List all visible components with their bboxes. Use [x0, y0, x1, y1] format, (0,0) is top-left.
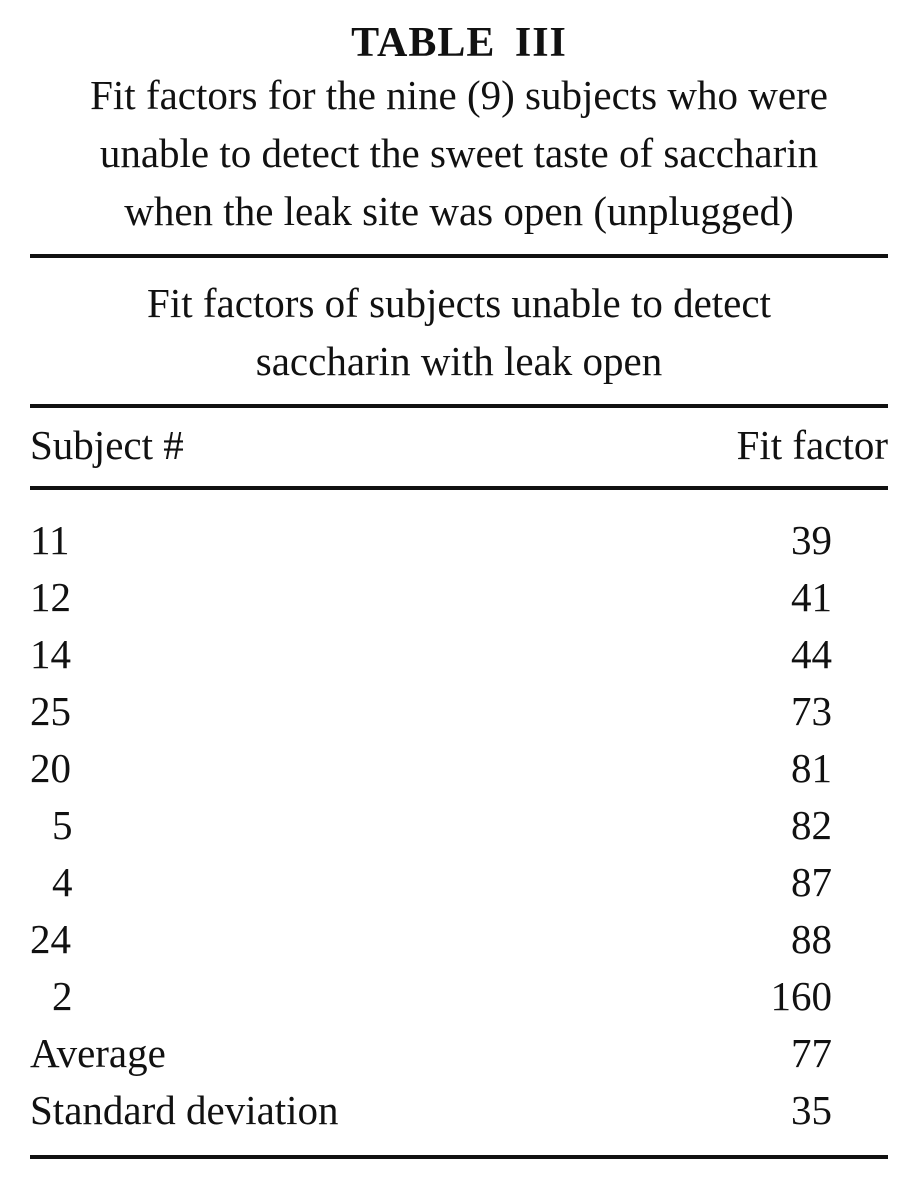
table-row — [30, 911, 888, 968]
fit-factor-cell: 39 — [791, 517, 832, 563]
table-caption: Fit factors for the nine (9) subjects who were unable to detect the sweet taste of saccharin when the leak site was open (unplugged) — [90, 72, 828, 234]
table-row — [30, 626, 888, 683]
subject-cell: 12 — [30, 574, 71, 620]
bottom-rule — [30, 1155, 888, 1159]
table-body — [30, 490, 888, 1155]
subject-cell: 4 — [52, 859, 73, 905]
table-row — [30, 683, 888, 740]
summary-row-average — [30, 1025, 888, 1082]
column-headers — [30, 408, 888, 486]
subject-cell: 20 — [30, 745, 71, 791]
column-header-subject: Subject # — [30, 422, 184, 468]
fit-factor-cell: 82 — [791, 802, 832, 848]
table-row — [30, 797, 888, 854]
fit-factor-cell: 44 — [791, 631, 832, 677]
summary-label: Average — [30, 1030, 166, 1076]
fit-factor-cell: 88 — [791, 916, 832, 962]
table-row — [30, 740, 888, 797]
fit-factor-cell: 73 — [791, 688, 832, 734]
column-header-fit-factor: Fit factor — [736, 422, 888, 468]
fit-factor-cell: 87 — [791, 859, 832, 905]
subject-cell: 14 — [30, 631, 71, 677]
fit-factor-cell: 160 — [770, 973, 832, 1019]
subject-cell: 25 — [30, 688, 71, 734]
subject-cell: 24 — [30, 916, 71, 962]
summary-value: 77 — [791, 1030, 832, 1076]
subject-cell: 5 — [52, 802, 73, 848]
group-header: Fit factors of subjects unable to detect saccharin with leak open — [147, 280, 771, 384]
table-row — [30, 854, 888, 911]
subject-cell: 11 — [30, 517, 70, 563]
table-row — [30, 968, 888, 1025]
table-row — [30, 512, 888, 569]
table-3 — [30, 0, 888, 1159]
summary-value: 35 — [791, 1087, 832, 1133]
table-row — [30, 569, 888, 626]
fit-factor-cell: 41 — [791, 574, 832, 620]
summary-row-standard-deviation — [30, 1082, 888, 1139]
table-label: TABLE III — [351, 20, 567, 66]
fit-factor-cell: 81 — [791, 745, 832, 791]
subject-cell: 2 — [52, 973, 73, 1019]
summary-label: Standard deviation — [30, 1087, 339, 1133]
